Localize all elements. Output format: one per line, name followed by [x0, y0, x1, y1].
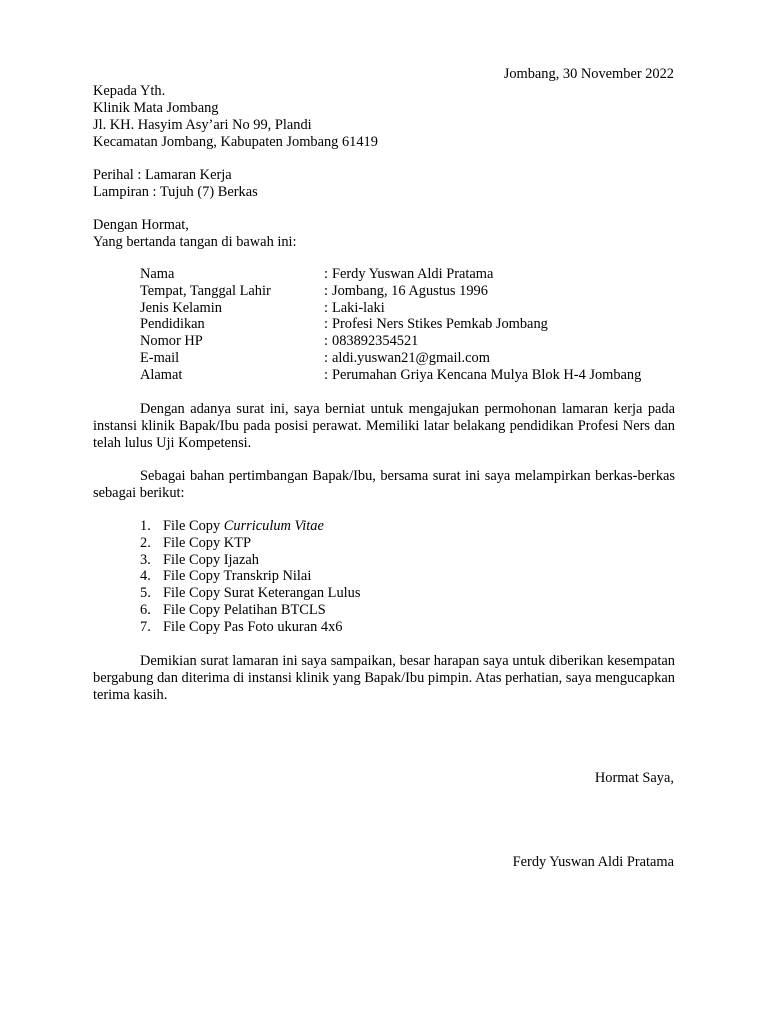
identity-label: Nama [140, 266, 175, 282]
list-item [140, 585, 360, 602]
identity-colon: : [324, 349, 328, 366]
identity-value: Jombang, 16 Agustus 1996 [332, 282, 488, 299]
identity-value: Ferdy Yuswan Aldi Pratama [332, 266, 494, 282]
identity-colon: : [324, 266, 328, 282]
list-item-number: 3. [140, 551, 151, 568]
list-item-number: 2. [140, 534, 151, 551]
list-item-number: 6. [140, 601, 151, 618]
attachment-note: Lampiran : Tujuh (7) Berkas [93, 184, 258, 200]
identity-colon: : [324, 333, 328, 350]
list-item-text: File Copy Ijazah [163, 551, 259, 568]
list-item-number: 4. [140, 568, 151, 585]
identity-label: Jenis Kelamin [140, 299, 222, 316]
identity-label: Pendidikan [140, 316, 205, 333]
paragraph-closing [93, 653, 675, 703]
identity-value: Profesi Ners Stikes Pemkab Jombang [332, 316, 548, 333]
signature-name: Ferdy Yuswan Aldi Pratama [512, 854, 674, 870]
identity-row [140, 333, 680, 350]
identity-row [140, 350, 680, 367]
list-item-text: File Copy Pelatihan BTCLS [163, 601, 326, 618]
recipient-name: Klinik Mata Jombang [93, 100, 219, 116]
identity-value: 083892354521 [332, 333, 419, 350]
identity-colon: : [324, 316, 328, 333]
paragraph-closing-text: Demikian surat lamaran ini saya sampaikan, besar harapan saya untuk diberikan kesempatan bergabung dan diterima di instansi klinik yang Bapak/Ibu pimpin. Atas perhatian, saya mengucapkan terima kasih. [93, 653, 675, 703]
list-item [140, 552, 360, 569]
intro-line: Yang bertanda tangan di bawah ini: [93, 234, 297, 250]
identity-value: aldi.yuswan21@gmail.com [332, 349, 490, 366]
identity-label: Nomor HP [140, 333, 203, 350]
greeting: Dengan Hormat, [93, 217, 189, 233]
list-item [140, 619, 360, 636]
list-item-text: File Copy Pas Foto ukuran 4x6 [163, 618, 343, 635]
closing-salutation: Hormat Saya, [594, 770, 674, 786]
list-item-number: 5. [140, 585, 151, 602]
identity-label: Alamat [140, 366, 183, 383]
paragraph-attachments-intro [93, 468, 675, 502]
recipient-salutation: Kepada Yth. [93, 83, 166, 99]
list-item-number: 1. [140, 518, 151, 534]
list-item [140, 535, 360, 552]
identity-row [140, 367, 680, 384]
list-item-text: File Copy Transkrip Nilai [163, 568, 312, 585]
identity-colon: : [324, 282, 328, 299]
paragraph-intent [93, 401, 675, 451]
identity-table [140, 266, 680, 384]
recipient-address-line2: Kecamatan Jombang, Kabupaten Jombang 61419 [93, 134, 378, 150]
identity-label: E-mail [140, 349, 180, 366]
list-item [140, 518, 360, 535]
paragraph-intent-text: Dengan adanya surat ini, saya berniat untuk mengajukan permohonan lamaran kerja pada instansi klinik Bapak/Ibu pada posisi perawat. Memiliki latar belakang pendidikan Profesi Ners dan telah lulus Uji Kompetensi. [93, 401, 675, 451]
identity-colon: : [324, 366, 328, 383]
list-item-text: File Copy Surat Keterangan Lulus [163, 585, 361, 602]
identity-value: Laki-laki [332, 299, 385, 316]
list-item-italic: Curriculum Vitae [223, 518, 324, 534]
place-date: Jombang, 30 November 2022 [503, 66, 674, 82]
list-item [140, 568, 360, 585]
identity-row [140, 316, 680, 333]
recipient-address-line1: Jl. KH. Hasyim Asy’ari No 99, Plandi [93, 117, 312, 133]
subject-line: Perihal : Lamaran Kerja [93, 167, 232, 183]
paragraph-attachments-intro-text: Sebagai bahan pertimbangan Bapak/Ibu, bersama surat ini saya melampirkan berkas-berkas sebagai berikut: [93, 468, 675, 501]
identity-label: Tempat, Tanggal Lahir [140, 282, 271, 299]
identity-colon: : [324, 299, 328, 316]
identity-row [140, 300, 680, 317]
identity-row [140, 266, 680, 283]
identity-value: Perumahan Griya Kencana Mulya Blok H-4 Jombang [332, 366, 642, 383]
list-item-prefix: File Copy [163, 518, 224, 534]
attachment-list [140, 518, 360, 636]
list-item-number: 7. [140, 618, 151, 635]
list-item-text [163, 518, 324, 535]
list-item [140, 602, 360, 619]
identity-row [140, 283, 680, 300]
list-item-text: File Copy KTP [163, 534, 251, 551]
